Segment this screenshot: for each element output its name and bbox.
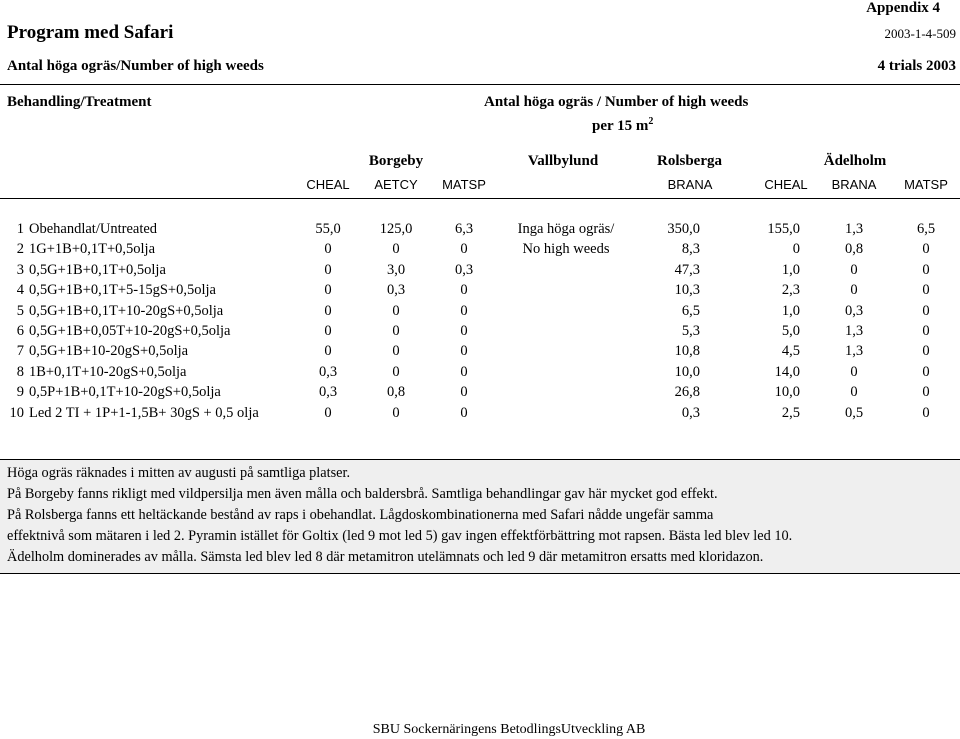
table-row [0,364,960,384]
value-adelholm-matsp: 0 [922,241,930,258]
column-header-cheal-2: CHEAL [764,177,808,192]
value-borgeby-cheal: 0 [324,302,332,319]
value-adelholm-matsp: 0 [922,282,930,299]
value-adelholm-cheal: 0 [792,241,800,258]
column-header-matsp-2: MATSP [904,177,948,192]
value-borgeby-aetcy: 0 [392,404,400,421]
value-rolsberga-brana: 6,5 [681,302,700,319]
value-adelholm-brana: 0 [850,384,858,401]
value-rolsberga-brana: 10,0 [674,363,700,380]
site-header-adelholm: Ädelholm [823,153,887,169]
site-header-rolsberga: Rolsberga [657,153,722,169]
document-code: 2003-1-4-509 [884,26,956,41]
table-row [0,405,960,425]
table-row [0,343,960,363]
row-number: 1 [16,221,24,237]
value-adelholm-matsp: 0 [922,363,930,380]
value-borgeby-cheal: 0 [324,241,332,258]
value-adelholm-brana: 1,3 [844,343,864,360]
value-adelholm-matsp: 6,5 [916,221,936,237]
row-number: 9 [16,384,24,401]
value-rolsberga-brana: 26,8 [674,384,700,401]
treatment-name: 0,5G+1B+0,1T+5-15gS+0,5olja [29,282,216,299]
value-adelholm-matsp: 0 [922,323,930,339]
value-adelholm-brana: 0 [850,282,858,299]
value-rolsberga-brana: 10,3 [674,282,700,299]
treatment-name: 1B+0,1T+10-20gS+0,5olja [29,363,187,380]
row-number: 8 [16,363,24,380]
row-number: 10 [9,404,24,421]
treatment-name: Obehandlat/Untreated [29,221,158,237]
table-row [0,282,960,302]
notes-box [0,459,960,574]
value-adelholm-brana: 1,3 [844,323,864,339]
treatment-name: 0,5G+1B+10-20gS+0,5olja [29,343,189,360]
treatment-name: 0,5G+1B+0,1T+0,5olja [29,261,166,278]
value-adelholm-cheal: 2,3 [781,282,800,299]
column-header-aetcy: AETCY [374,177,418,192]
column-header-brana-2: BRANA [831,177,877,192]
column-header-matsp: MATSP [442,177,486,192]
value-borgeby-aetcy: 0,8 [386,384,406,401]
value-adelholm-brana: 1,3 [844,221,864,237]
value-rolsberga-brana: 47,3 [674,261,700,278]
value-borgeby-aetcy: 125,0 [379,221,413,237]
value-adelholm-brana: 0 [850,363,858,380]
row-number: 4 [16,282,24,299]
table-row [0,241,960,261]
page-subtitle: Antal höga ogräs/Number of high weeds [7,58,264,74]
value-borgeby-matsp: 0 [460,282,468,299]
row-number: 3 [16,261,24,278]
value-adelholm-matsp: 0 [922,404,930,421]
value-borgeby-aetcy: 0 [392,323,400,339]
value-borgeby-aetcy: 0 [392,363,400,380]
measure-header: Antal höga ogräs / Number of high weeds [484,94,749,110]
value-borgeby-cheal: 0 [324,323,332,339]
value-borgeby-cheal: 0 [324,261,332,278]
value-borgeby-matsp: 0 [460,323,468,339]
value-borgeby-matsp: 6,3 [454,221,474,237]
value-adelholm-brana: 0 [850,261,858,278]
note-line: Ädelholm dominerades av målla. Sämsta led blev led 8 där metamitron utelämnats och led 9 där metamitron ersatts med kloridazon. [7,549,764,565]
column-header-brana: BRANA [667,177,713,192]
value-borgeby-matsp: 0 [460,241,468,258]
value-adelholm-brana: 0,3 [844,302,864,319]
treatment-name: 1G+1B+0,1T+0,5olja [29,241,156,258]
appendix-label: Appendix 4 [866,0,940,16]
value-borgeby-matsp: 0 [460,404,468,421]
treatment-name: Led 2 TI + 1P+1-1,5B+ 30gS + 0,5 olja [29,404,259,421]
value-adelholm-matsp: 0 [922,384,930,401]
value-adelholm-cheal: 5,0 [781,323,800,339]
divider-header [0,198,960,199]
row-number: 5 [16,302,24,319]
trials-count: 4 trials 2003 [877,58,956,74]
note-line: På Borgeby fanns rikligt med vildpersilja men även målla och baldersbrå. Samtliga behandlingar gav här mycket god effekt. [7,486,718,502]
treatment-name: 0,5P+1B+0,1T+10-20gS+0,5olja [29,384,221,401]
value-rolsberga-brana: 10,8 [674,343,700,360]
value-adelholm-cheal: 155,0 [767,221,800,237]
value-borgeby-cheal: 0,3 [318,384,338,401]
column-header-cheal: CHEAL [306,177,350,192]
value-adelholm-cheal: 2,5 [781,404,800,421]
note-line: På Rolsberga fanns ett heltäckande bestånd av raps i obehandlat. Lågdoskombinationerna med Safari nådde ungefär samma [7,507,714,523]
value-rolsberga-brana: 5,3 [681,323,700,339]
value-adelholm-cheal: 1,0 [781,261,800,278]
value-vallbylund: Inga höga ogräs/ [517,221,615,237]
value-borgeby-cheal: 55,0 [315,221,341,237]
value-adelholm-cheal: 4,5 [781,343,800,360]
value-borgeby-aetcy: 0 [392,241,400,258]
value-adelholm-brana: 0,5 [844,404,864,421]
value-rolsberga-brana: 8,3 [681,241,700,258]
value-borgeby-aetcy: 0 [392,302,400,319]
value-borgeby-matsp: 0 [460,343,468,360]
table-row [0,303,960,323]
value-rolsberga-brana: 0,3 [681,404,700,421]
value-adelholm-matsp: 0 [922,302,930,319]
value-borgeby-cheal: 0 [324,404,332,421]
note-line: effektnivå som mätaren i led 2. Pyramin istället för Goltix (led 9 mot led 5) gav ingen effektförbättring mot rapsen. Bästa led blev led 10. [7,528,793,544]
value-borgeby-cheal: 0 [324,282,332,299]
value-rolsberga-brana: 350,0 [667,221,700,237]
value-borgeby-aetcy: 0 [392,343,400,360]
value-borgeby-matsp: 0,3 [454,261,474,278]
value-borgeby-matsp: 0 [460,384,468,401]
value-borgeby-matsp: 0 [460,363,468,380]
value-adelholm-matsp: 0 [922,343,930,360]
value-adelholm-cheal: 14,0 [774,363,800,380]
footer-text: SBU Sockernäringens BetodlingsUtveckling AB [372,722,646,737]
value-adelholm-cheal: 1,0 [781,302,800,319]
unit-header: per 15 $m^2$ [592,116,654,134]
value-adelholm-cheal: 10,0 [774,384,800,401]
value-borgeby-cheal: 0 [324,343,332,360]
treatment-column-header: Behandling/Treatment [7,94,152,110]
row-number: 2 [16,241,24,258]
page-title: Program med Safari [7,22,174,43]
value-vallbylund: No high weeds [522,241,610,258]
table-row [0,262,960,282]
table-row [0,384,960,404]
value-borgeby-aetcy: 3,0 [386,261,406,278]
divider-top [0,84,960,85]
table-row [0,221,960,241]
treatment-name: 0,5G+1B+0,05T+10-20gS+0,5olja [29,323,231,339]
value-borgeby-aetcy: 0,3 [386,282,406,299]
site-header-borgeby: Borgeby [368,153,424,169]
value-borgeby-matsp: 0 [460,302,468,319]
row-number: 6 [16,323,24,339]
treatment-name: 0,5G+1B+0,1T+10-20gS+0,5olja [29,302,224,319]
value-adelholm-brana: 0,8 [844,241,864,258]
row-number: 7 [16,343,24,360]
value-borgeby-cheal: 0,3 [318,363,338,380]
note-line: Höga ogräs räknades i mitten av augusti på samtliga platser. [7,465,351,481]
site-header-vallbylund: Vallbylund [527,153,599,169]
value-adelholm-matsp: 0 [922,261,930,278]
table-row [0,323,960,343]
